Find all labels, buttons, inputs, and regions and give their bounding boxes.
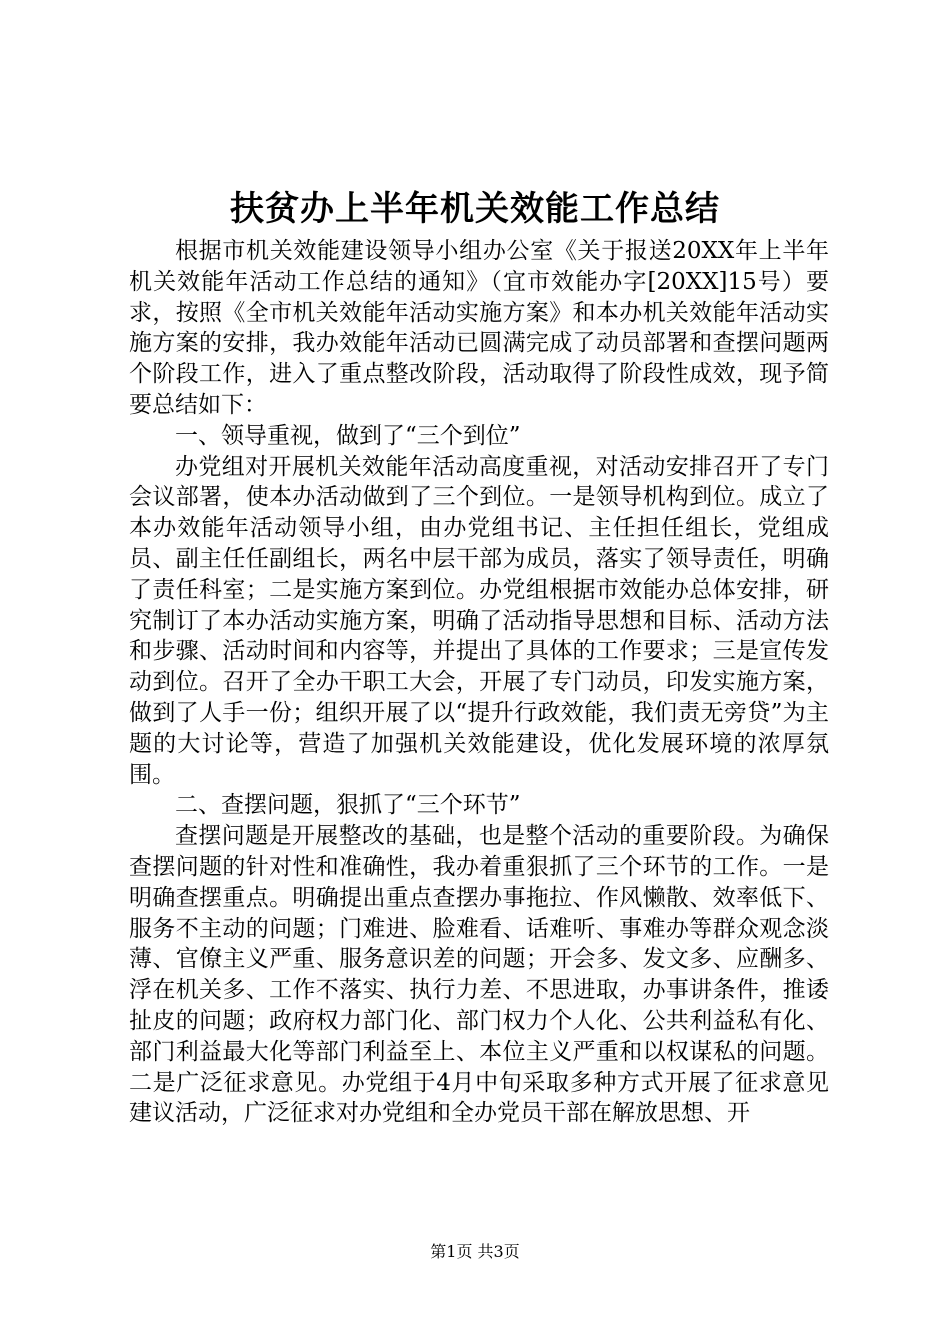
section-2-paragraph: 查摆问题是开展整改的基础，也是整个活动的重要阶段。为确保查摆问题的针对性和准确性，我办着重狠抓了三个环节的工作。一是明确查摆重点。明确提出重点查摆办事拖拉、作风懒散、效率低下、服务不主动的问题；门难进、脸难看、话难听、事难办等群众观念淡薄、官僚主义严重、服务意识差的问题；开会多、发文多、应酬多、浮在机关多、工作不落实、执行力差、不思进取，办事讲条件，推诿扯皮的问题；政府权力部门化、部门权力个人化、公共利益私有化、部门利益最大化等部门利益至上、本位主义严重和以权谋私的问题。二是广泛征求意见。办党组于4月中旬采取多种方式开展了征求意见建议活动，广泛征求对办党组和全办党员干部在解放思想、开 xyxy=(129,823,829,1127)
section-heading-2: 二、查摆问题，狠抓了“三个环节” xyxy=(175,792,521,819)
intro-paragraph: 根据市机关效能建设领导小组办公室《关于报送20XX年上半年机关效能年活动工作总结的通知》（宜市效能办字[20XX]15号）要求，按照《全市机关效能年活动实施方案》和本办机关效能年活动实施方案的安排，我办效能年活动已圆满完成了动员部署和查摆问题两个阶段工作，进入了重点整改阶段，活动取得了阶段性成效，现予简要总结如下： xyxy=(129,238,829,418)
section-heading-1: 一、领导重视，做到了“三个到位” xyxy=(175,422,521,449)
section-1-paragraph: 办党组对开展机关效能年活动高度重视，对活动安排召开了专门会议部署，使本办活动做到了三个到位。一是领导机构到位。成立了本办效能年活动领导小组，由办党组书记、主任担任组长，党组成员、副主任任副组长，两名中层干部为成员，落实了领导责任，明确了责任科室；二是实施方案到位。办党组根据市效能办总体安排，研究制订了本办活动实施方案，明确了活动指导思想和目标、活动方法和步骤、活动时间和内容等，并提出了具体的工作要求；三是宣传发动到位。召开了全办干职工大会，开展了专门动员，印发实施方案，做到了人手一份；组织开展了以“提升行政效能，我们责无旁贷”为主题的大讨论等，营造了加强机关效能建设，优化发展环境的浓厚氛围。 xyxy=(129,453,829,788)
document-title: 扶贫办上半年机关效能工作总结 xyxy=(230,189,720,229)
page-footer: 第1页 共3页 xyxy=(430,1242,520,1261)
document-body xyxy=(129,236,829,1129)
